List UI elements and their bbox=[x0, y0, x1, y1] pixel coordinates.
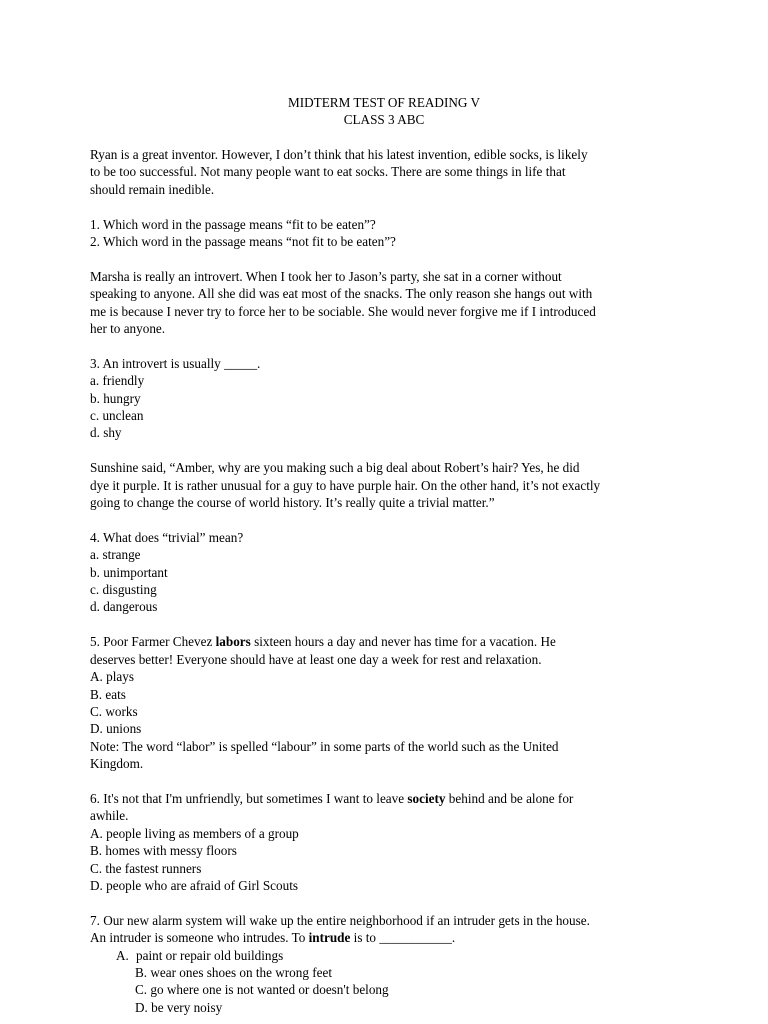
question-2: 2. Which word in the passage means “not fit to be eaten”? bbox=[90, 234, 396, 250]
answer-option: D. be very noisy bbox=[135, 999, 223, 1015]
stem-text: 6. It's not that I'm unfriendly, but sometimes I want to leave bbox=[90, 790, 408, 806]
option-text: paint or repair old buildings bbox=[136, 947, 284, 963]
answer-option bbox=[90, 947, 690, 964]
answer-option: A. plays bbox=[90, 669, 134, 685]
answer-option: C. go where one is not wanted or doesn't belong bbox=[135, 982, 389, 998]
answer-option: d. shy bbox=[90, 425, 122, 441]
stem-text: behind and be alone for bbox=[445, 790, 574, 806]
question-stem: 7. Our new alarm system will wake up the entire neighborhood if an intruder gets in the house. bbox=[90, 912, 590, 928]
document-body bbox=[90, 146, 690, 1016]
answer-option: C. works bbox=[90, 703, 138, 719]
answer-option: c. disgusting bbox=[90, 582, 157, 598]
title-line-2: CLASS 3 ABC bbox=[343, 112, 425, 128]
stem-text: An intruder is someone who intrudes. To bbox=[90, 930, 309, 946]
answer-option: A. people living as members of a group bbox=[90, 825, 299, 841]
question-4 bbox=[90, 529, 690, 616]
question-5 bbox=[90, 633, 690, 772]
passage-line: should remain inedible. bbox=[90, 181, 215, 197]
answer-option: D. unions bbox=[90, 721, 142, 737]
question-3 bbox=[90, 355, 690, 442]
answer-option: a. friendly bbox=[90, 373, 145, 389]
key-word: intrude bbox=[308, 930, 351, 946]
answer-option: C. the fastest runners bbox=[90, 860, 202, 876]
passage-line: Marsha is really an introvert. When I took her to Jason’s party, she sat in a corner without bbox=[90, 268, 562, 284]
note: Note: The word “labor” is spelled “labour” in some parts of the world such as the United bbox=[90, 738, 559, 754]
passage-line: Sunshine said, “Amber, why are you making such a big deal about Robert’s hair? Yes, he did bbox=[90, 460, 580, 476]
question-stem-line-2 bbox=[90, 929, 690, 946]
passage-line: going to change the course of world history. It’s really quite a trivial matter.” bbox=[90, 495, 495, 511]
answer-option: b. unimportant bbox=[90, 564, 168, 580]
answer-option: B. wear ones shoes on the wrong feet bbox=[135, 964, 333, 980]
stem-text: sixteen hours a day and never has time for a vacation. He bbox=[250, 634, 556, 650]
question-stem bbox=[90, 790, 690, 807]
answer-option: c. unclean bbox=[90, 408, 144, 424]
question-stem-line-2: awhile. bbox=[90, 808, 129, 824]
passage-line: Ryan is a great inventor. However, I don’t think that his latest invention, edible socks, is likely bbox=[90, 147, 588, 162]
key-word: labors bbox=[215, 634, 251, 650]
passage-line: me is because I never try to force her to be sociable. She would never forgive me if I introduced bbox=[90, 303, 596, 319]
passage-line: speaking to anyone. All she did was eat most of the snacks. The only reason she hangs out with bbox=[90, 286, 593, 302]
answer-option: B. eats bbox=[90, 686, 126, 702]
passage-1 bbox=[90, 146, 690, 198]
stem-text: is to ___________. bbox=[350, 930, 456, 946]
question-stem: 4. What does “trivial” mean? bbox=[90, 529, 244, 545]
answer-option: b. hungry bbox=[90, 390, 141, 406]
answer-option: D. people who are afraid of Girl Scouts bbox=[90, 877, 299, 893]
note: Kingdom. bbox=[90, 756, 144, 772]
question-7 bbox=[90, 912, 690, 1016]
answer-option: d. dangerous bbox=[90, 599, 158, 615]
question-stem: 3. An introvert is usually _____. bbox=[90, 355, 261, 371]
stem-text: 5. Poor Farmer Chevez bbox=[90, 634, 216, 650]
passage-2 bbox=[90, 268, 690, 338]
key-word: society bbox=[407, 790, 446, 806]
passage-line: to be too successful. Not many people want to eat socks. There are some things in life that bbox=[90, 164, 566, 180]
answer-option: B. homes with messy floors bbox=[90, 843, 237, 859]
question-1: 1. Which word in the passage means “fit to be eaten”? bbox=[90, 216, 376, 232]
question-stem-line-2: deserves better! Everyone should have at least one day a week for rest and relaxation. bbox=[90, 651, 542, 667]
title-line-1: MIDTERM TEST OF READING V bbox=[288, 95, 480, 110]
passage-line: her to anyone. bbox=[90, 321, 166, 337]
answer-option: a. strange bbox=[90, 547, 141, 563]
passage-line: dye it purple. It is rather unusual for a guy to have purple hair. On the other hand, it’s not exactly bbox=[90, 477, 601, 493]
option-letter: A. bbox=[116, 947, 129, 963]
question-stem bbox=[90, 633, 690, 650]
passage-3 bbox=[90, 459, 690, 511]
question-6 bbox=[90, 790, 690, 894]
document-title bbox=[0, 94, 768, 129]
